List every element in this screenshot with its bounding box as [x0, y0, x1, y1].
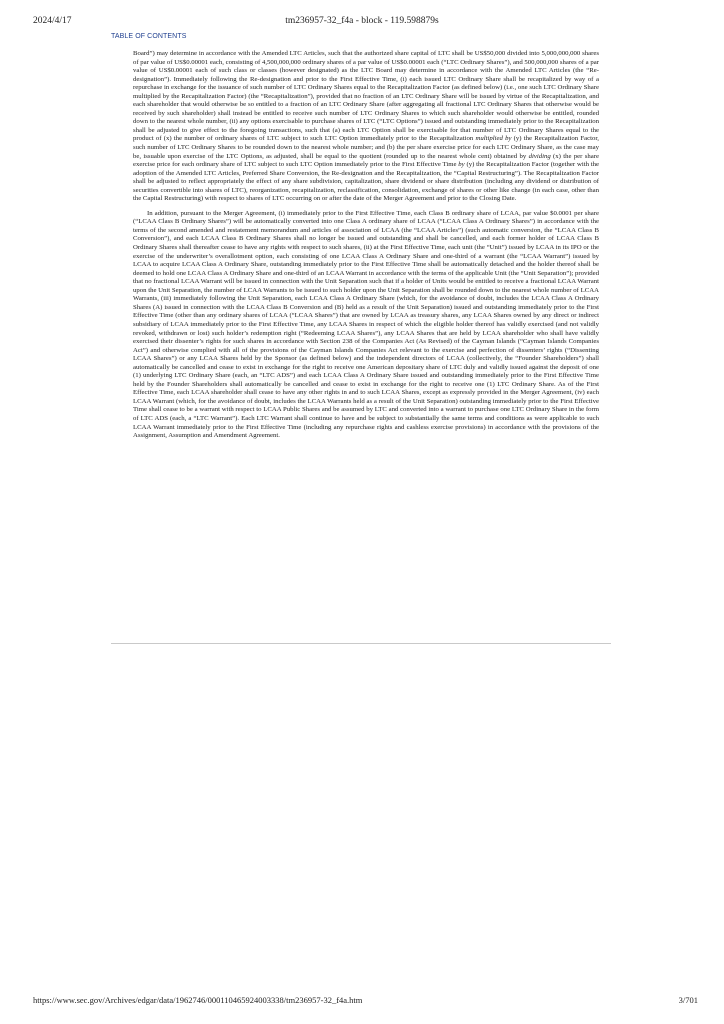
- text-run: (y) the Recapitalization Factor (together with the adoption of the Amended LTC Articles, Preferred Share Conversion, the Re-designation and the Recapitalization, the “Capital Restructuring”). The Recapitalization Factor shall be adjusted to reflect appropriately the effect of any share subdivision, capitalization, share dividend or share distribution (including any dividend or distribution of securities convertible into shares of LTC), reorganization, recapitalization, reclassification, consolidation, exchange of shares or other like change (in each case, other than the Capital Restructuring) with respect to shares of LTC occurring on or after the date of the Merger Agreement and prior to the Closing Date.: [133, 161, 599, 203]
- emphasis-text: multiplied by: [475, 135, 512, 143]
- emphasis-text: by: [458, 161, 465, 169]
- print-title: tm236957-32_f4a - block - 119.598879s: [285, 16, 439, 26]
- page-divider: [111, 643, 611, 644]
- text-run: (y) the Recapitalization Factor, such number of LTC Ordinary Shares to be rounded down to the nearest whole number; and (b) the per share exercise price for each LTC Ordinary Share, as the case may be, issuable upon exercise of the LTC Options, as adjusted, shall be equal to the quotient (rounded up to the nearest whole cent) obtained by: [133, 135, 599, 160]
- table-of-contents-link[interactable]: TABLE OF CONTENTS: [111, 33, 187, 40]
- source-url: https://www.sec.gov/Archives/edgar/data/1962746/000110465924003338/tm236957-32_f4a.htm: [33, 995, 363, 1005]
- text-run: Board”) may determine in accordance with the Amended LTC Articles, such that the authorized share capital of LTC shall be US$50,000 divided into 5,000,000,000 shares of par value of US$0.00001 each, consisting of 4,500,000,000 ordinary shares of a par value of US$0.00001 each (“LTC Ordinary Shares”), and 500,000,000 shares of a par value of US$0.00001 each of such class or classes (however designated) as the LTC Board may determine in accordance with the Amended LTC Articles (the “Re-designation”). Immediately following the Re-designation and prior to the First Effective Time, (i) each issued LTC Ordinary Share shall be recapitalized by way of a repurchase in exchange for the issuance of such number of LTC Ordinary Shares equal to the Recapitalization Factor (as defined below) (i.e., one such LTC Ordinary Share multiplied by the Recapitalization Factor) (the “Recapitalization”), provided that no fraction of an LTC Ordinary Share will be issued by virtue of the Recapitalization, and each shareholder that would otherwise be so entitled to a fraction of an LTC Ordinary Share (after aggregating all fractional LTC Ordinary Shares that otherwise would be received by such shareholder) shall instead be entitled to receive such number of LTC Ordinary Shares to which such shareholder would otherwise be entitled, rounded down to the nearest whole number, (ii) any options exercisable to purchase shares of LTC (“LTC Options”) issued and outstanding immediately prior to the Recapitalization shall be adjusted to give effect to the foregoing transactions, such that (a) each LTC Option shall be exercisable for that number of LTC Ordinary Shares equal to the product of (x) the number of ordinary shares of LTC subject to such LTC Option immediately prior to the Recapitalization: [133, 50, 599, 143]
- paragraph-continuation: [133, 50, 599, 204]
- page-number: 3/701: [678, 995, 698, 1005]
- text-run: (x) the per share exercise price for each ordinary share of LTC subject to such LTC Option immediately prior to the First Effective Time: [133, 152, 599, 169]
- print-footer: [0, 995, 724, 1009]
- text-run: In addition, pursuant to the Merger Agreement, (i) immediately prior to the First Effective Time, each Class B ordinary share of LCAA, par value $0.0001 per share (“LCAA Class B Ordinary Shares”) will be automatically converted into one Class A ordinary share of LCAA (“LCAA Class A Ordinary Shares”) in accordance with the terms of the second amended and restatement memorandum and articles of association of LCAA (the “LCAA Articles”) (such automatic conversion, the “LCAA Class B Conversion”), and each LCAA Class B Ordinary Shares shall no longer be issued and outstanding and shall be cancelled, and each former holder of LCAA Class B Ordinary Shares shall thereafter cease to have any rights with respect to such shares, (ii) at the First Effective Time, each unit (the “Unit”) issued by LCAA in its IPO or the exercise of the underwriter’s overallotment option, each consisting of one LCAA Class A Ordinary Share and one-third of a warrant (the “LCAA Warrant”) issued by LCAA to acquire LCAA Class A Ordinary Share, outstanding immediately prior to the First Effective Time shall be automatically detached and the holder thereof shall be deemed to hold one LCAA Class A Ordinary Share and one-third of an LCAA Warrant in accordance with the terms of the applicable Unit (the “Unit Separation”); provided that no fractional LCAA Warrant will be issued in connection with the Unit Separation such that if a holder of Units would be entitled to receive a fractional LCAA Warrant upon the Unit Separation, the number of LCAA Warrants to be issued to such holder upon the Unit Separation shall be rounded down to the nearest whole number of LCAA Warrants, (iii) immediately following the Unit Separation, each LCAA Class A Ordinary Share (which, for the avoidance of doubt, includes the LCAA Class A Ordinary Shares (A) issued in connection with the LCAA Class B Conversion and (B) held as a result of the Unit Separation) issued and outstanding immediately prior to the First Effective Time (other than any ordinary shares of LCAA (“LCAA Shares”) that are owned by LCAA as treasury shares, any LCAA Shares owned by any direct or indirect subsidiary of LCAA immediately prior to the First Effective Time, any LCAA Shares in respect of which the eligible holder thereof has validly exercised (and not validly revoked, withdrawn or lost) such holder’s redemption right (“Redeeming LCAA Shares”), any LCAA Shares that are held by LCAA shareholder who shall have validly exercised their dissenter’s rights for such shares in accordance with Section 238 of the Companies Act (As Revised) of the Cayman Islands (“Cayman Islands Companies Act”) and otherwise complied with all of the provisions of the Cayman Islands Companies Act relevant to the exercise and perfection of dissenters’ rights (“Dissenting LCAA Shares”) or any LCAA Shares held by the Sponsor (as defined below) and the independent directors of LCAA (collectively, the “Founder Shareholders”) shall automatically be cancelled and cease to exist in exchange for the right to receive one American depositary share of LTC duly and validly issued against the deposit of one (1) underlying LTC Ordinary Share (each, an “LTC ADS”) and each LCAA Class A Ordinary Share issued and outstanding immediately prior to the First Effective Time held by the Founder Shareholders shall automatically be cancelled and cease to exist in exchange for the right to receive one (1) LTC Ordinary Share. As of the First Effective Time, each LCAA shareholder shall cease to have any other rights in and to such LCAA Shares, except as expressly provided in the Merger Agreement, (iv) each LCAA Warrant (which, for the avoidance of doubt, includes the LCAA Warrants held as a result of the Unit Separation) outstanding immediately prior to the First Effective Time shall cease to be a warrant with respect to LCAA Public Shares and be assumed by LTC and converted into a warrant to purchase one LTC Ordinary Share in the form of LTC ADS (each, a “LTC Warrant”). Each LTC Warrant shall continue to have and be subject to substantially the same terms and conditions as were applicable to such LCAA Warrant immediately prior to the First Effective Time (including any repurchase rights and cashless exercise provisions) in accordance with the provisions of the Assignment, Assumption and Amendment Agreement.: [133, 209, 599, 440]
- document-body: [133, 50, 599, 441]
- print-header: [0, 16, 724, 30]
- paragraph-merger-agreement: [133, 210, 599, 441]
- emphasis-text: dividing: [528, 152, 551, 160]
- print-date: 2024/4/17: [33, 16, 72, 26]
